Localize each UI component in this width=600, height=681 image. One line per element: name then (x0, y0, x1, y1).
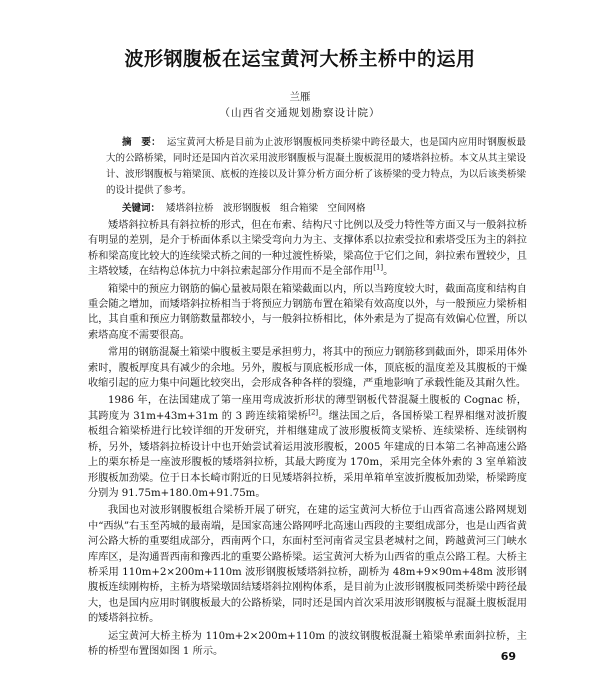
paragraph-3: 常用的钢筋混凝土箱梁中腹板主要是承担剪力，将其中的预应力钢筋移到截面外，即采用体外索时，腹板厚度具有减少的余地。另外，腹板与顶底板形成一体，顶底板的温度差及其腹板的干燥收缩引起的应力集中问题比较突出，会形成各种各样的裂缝，严重地影响了承载性能及其耐久性。 (88, 347, 527, 390)
keywords (106, 201, 526, 217)
paragraph-1-text: 矮塔斜拉桥具有斜拉桥的形式，但在布索、结构尺寸比例以及受力特性等方面又与一般斜拉桥有明显的差别，是介于桥面体系以主梁受弯向力为主、支撑体系以拉索受拉和索塔受压为主的斜拉桥和梁高度比较大的连续梁式桥之间的一种过渡性桥梁，梁高位于它们之间，斜拉索布置较少，且主塔较矮，在结构总体抗力中斜拉索起部分作用而不是全部作用 (88, 220, 527, 278)
paragraph-1 (88, 218, 527, 280)
author-affiliation: （山西省交通规划勘察设计院） (219, 107, 381, 119)
paper-title: 波形钢腹板在运宝黄河大桥主桥中的运用 (124, 48, 476, 70)
abstract-label: 摘 要： (122, 137, 161, 148)
citation-1: [1] (373, 263, 384, 272)
keywords-text: 矮塔斜拉桥 波形钢腹板 组合箱梁 空间网格 (166, 203, 366, 214)
paragraph-6: 运宝黄河大桥主桥为 110m+2×200m+110m 的波纹钢腹板混凝土箱梁单索面斜拉桥，主桥的桥型布置图如图 1 所示。 (88, 630, 527, 657)
abstract-text: 运宝黄河大桥是目前为止波形钢腹板同类桥梁中跨径最大，也是国内应用时钢腹板最大的公路桥梁，同时还是国内首次采用波形钢腹板与混凝土腹板混用的矮塔斜拉桥。本文从其主梁设计、波形钢腹板与箱梁顶、底板的连接以及计算分析方面分析了该桥梁的受力特点，为以后该类桥梁的设计提供了参考。 (106, 137, 526, 196)
keywords-label: 关键词： (122, 203, 161, 214)
paragraph-4 (88, 393, 527, 501)
paragraph-2: 箱梁中的预应力钢筋的偏心量被局限在箱梁截面以内，所以当跨度较大时，截面高度和结构自重会随之增加，而矮塔斜拉桥相当于将预应力钢筋布置在箱梁有效高度以外，与一般预应力梁桥相比，其自重和预应力钢筋数量都较小，与一般斜拉桥相比，体外索是为了提高有效偏心位置，所以索塔高度不需要很高。 (88, 283, 527, 341)
body-text (88, 218, 527, 659)
page-number: 69 (500, 650, 516, 663)
abstract (106, 135, 526, 199)
paragraph-1-end: 。 (383, 266, 394, 278)
paragraph-4-text: 1986 年，在法国建成了第一座用弯成波折形状的薄型钢板代替混凝土腹板的 Cognac 桥，其跨度为 31m+43m+31m 的 3 跨连续箱梁桥 (88, 395, 527, 422)
author-name: 兰雁 (289, 91, 311, 103)
abstract-paragraph (106, 135, 526, 199)
paragraph-5: 我国也对波形钢腹板组合梁桥开展了研究，在建的运宝黄河大桥位于山西省高速公路网规划中“西纵”右玉至芮城的最南端，是国家高速公路网呼北高速山西段的主要组成部分，也是山西省黄河公路大桥的重要组成部分，西南两个口，东面村至河南省灵宝县老城村之间，跨越黄河三门峡水库库区，是沟通晋西南和豫西北的重要公路桥梁。运宝黄河大桥为山西省的重点公路工程。大桥主桥采用 110m+2×200m+110m 波形钢腹板矮塔斜拉桥，副桥为 48m+9×90m+48m 波形钢腹板连续刚构桥，主桥为塔梁墩固结矮塔斜拉刚构体系，是目前为止波形钢腹板同类桥梁中跨径最大，也是国内应用时钢腹板最大的公路桥梁，同时还是国内首次采用波形钢腹板与混凝土腹板混用的矮塔斜拉桥。 (88, 505, 527, 625)
citation-2: [2] (308, 408, 319, 417)
paragraph-4-rest: 。继法国之后，各国桥梁工程界相继对波折腹板组合箱梁桥进行比较详细的开发研究，并相继建成了波形腹板简支梁桥、连续梁桥、连续钢构桥，另外，矮塔斜拉桥设计中也开始尝试着运用波形腹板，2005 年建成的日本第二名神高速公路上的栗东桥是一座波形腹板的矮塔斜拉桥，其最大跨度为 170m，采用完全体外索的 3 室单箱波形腹板加劲梁。位于日本长崎市附近的日见矮塔斜拉桥，采用单箱单室波折腹板加劲梁，桥梁跨度分别为 91.75m+180.0m+91.75m。 (88, 410, 527, 499)
